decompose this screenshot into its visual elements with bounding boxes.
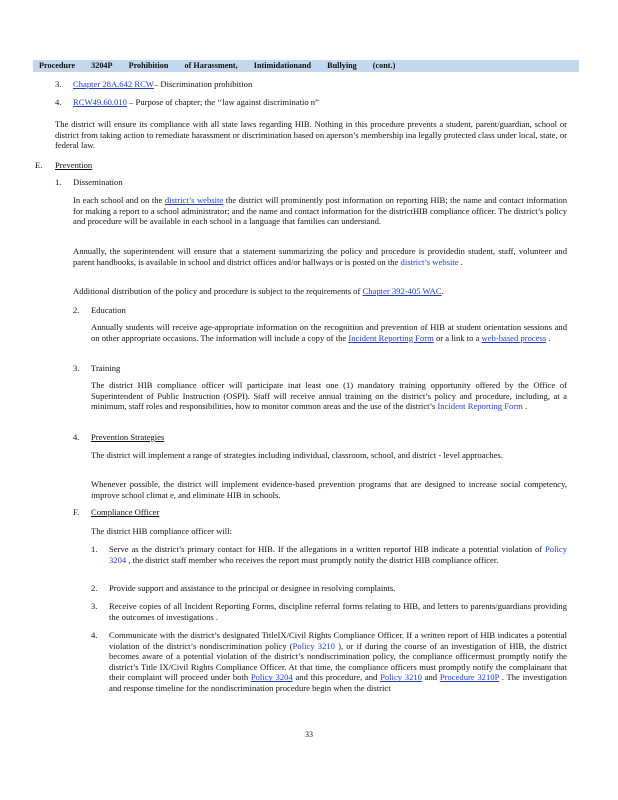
compliance-item-1-text: Serve as the district’s primary contact for HIB. If the allegations in a written reportof HIB indicate a potential violation of <box>109 544 546 554</box>
compliance-item-1-text-2: , the district staff member who receives the report must promptly notify the district HIB compliance officer. <box>126 554 499 565</box>
section-f-letter: F. <box>73 507 80 517</box>
policy-3204-link-1[interactable]: Policy 3204 <box>109 544 567 565</box>
dissemination-paragraph-1 <box>73 195 567 227</box>
compliance-item-4-text: Communicate with the district’s designated TitleIX/Civil Rights Compliance Officer. If a written report of HIB indicates a potential violation of the district’s nondiscrimination policy ( <box>109 630 567 651</box>
compliance-item-4-number: 4. <box>91 630 98 640</box>
header-word-harassment: of Harassment, <box>184 61 238 70</box>
ref-4-text: – Purpose of chapter; the ‘‘law against discriminatio n” <box>126 97 319 107</box>
header-number: 3204P <box>91 61 113 70</box>
compliance-item-4-text-4: and <box>421 672 440 683</box>
compliance-intro: The district HIB compliance officer will: <box>91 526 232 536</box>
section-e-letter: E. <box>35 160 43 170</box>
compliance-item-2: Provide support and assistance to the principal or designee in resolving complaints. <box>109 583 396 593</box>
training-paragraph <box>91 380 567 412</box>
compliance-item-2-number: 2. <box>91 583 98 593</box>
page-header-bar <box>33 60 579 72</box>
ref-4-link[interactable]: RCW49.60.010 <box>73 97 127 107</box>
dissemination-paragraph-2 <box>73 246 567 267</box>
dissemination-p1-text-2: the district will prominently post information on reporting HIB; the name and contact information for making a report to a school administrator; and the name and contact information for the districtHIB compliance officer. The district’s policy and procedure will be available in each school in a language that families can understand. <box>73 195 568 227</box>
strategies-paragraph-2: Whenever possible, the district will implement evidence-based prevention programs that are designed to increase social competency, improve school climat e, and eliminate HIB in schools. <box>91 479 567 500</box>
compliance-item-4-text-2: ), or if during the course of an investigation of HIB, the district becomes aware of a potential violation of the district’s nondiscrimination policy, the compliance officermust promptly notify the district’s Title IX/Civil Rights Compliance Officer. At that time, the compliance officers must promptly notify the complainant that their complaint will proceed under both <box>109 640 567 683</box>
strategies-title: Prevention Strategies <box>91 432 165 442</box>
policy-3210-link-2[interactable]: Policy 3210 <box>380 672 422 683</box>
education-paragraph <box>91 322 567 343</box>
education-text-3: . <box>546 332 551 343</box>
header-cont: (cont.) <box>372 61 396 70</box>
ref-4 <box>73 97 319 108</box>
training-title: Training <box>91 363 121 373</box>
ref-4-number: 4. <box>55 97 62 107</box>
dissemination-p1-text: In each school and on the <box>73 195 165 205</box>
header-procedure: Procedure <box>39 61 76 70</box>
district-website-link-2[interactable]: district’s website <box>400 256 459 267</box>
education-text-2: or a link to a <box>433 332 482 343</box>
procedure-3210p-link[interactable]: Procedure 3210P <box>439 672 500 683</box>
wac-chapter-link[interactable]: Chapter 392-405 WAC <box>362 286 442 296</box>
incident-reporting-form-link-1[interactable]: Incident Reporting Form <box>348 332 434 343</box>
district-website-link-1[interactable]: district’s website <box>164 195 224 205</box>
section-e-title: Prevention <box>55 160 93 170</box>
dissemination-p2-text: Annually, the superintendent will ensure that a statement summarizing the policy and procedure is providedin student, staff, volunteer and parent handbooks, is available in school and district offices and/or hallways or is posted on the <box>73 246 567 267</box>
intro-paragraph: The district will ensure its compliance with all state laws regarding HIB. Nothing in this procedure prevents a student, parent/guardian, school or district from taking action to remediate harassment or discrimination based on aperson’s membership ina legally protected class under local, state, or federal law. <box>55 119 567 151</box>
education-number: 2. <box>73 305 80 315</box>
dissemination-p2-text-2: . <box>458 256 463 267</box>
ref-3-link[interactable]: Chapter 28A.642 RCW <box>73 79 154 89</box>
header-word-prohibition: Prohibition <box>128 61 169 70</box>
page-number: 33 <box>305 730 313 739</box>
web-based-process-link[interactable]: web-based process <box>481 332 547 343</box>
education-title: Education <box>91 305 126 315</box>
compliance-item-1 <box>109 544 567 565</box>
incident-reporting-form-link-2[interactable]: Incident Reporting Form <box>437 401 523 412</box>
compliance-item-4-text-3: and this procedure, and <box>292 672 381 683</box>
dissemination-title: Dissemination <box>73 177 123 187</box>
ref-3 <box>73 79 252 90</box>
header-word-bullying: Bullying <box>327 61 357 70</box>
compliance-item-3: Receive copies of all Incident Reporting Forms, discipline referral forms relating to HIB, and letters to parents/guardians providing the outcomes of investigations . <box>109 601 567 622</box>
ref-3-text: – Discrimination prohibition <box>153 79 253 89</box>
training-text-2: . <box>522 401 528 412</box>
dissemination-p3-text-2: . <box>441 286 444 296</box>
compliance-item-1-number: 1. <box>91 544 98 554</box>
strategies-paragraph-1: The district will implement a range of strategies including individual, classroom, school, and district - level approaches. <box>91 450 503 460</box>
education-text: Annually students will receive age-appropriate information on the recognition and prevention of HIB at student orientation sessions and on other appropriate occasions. The information will include a copy of the <box>91 322 567 343</box>
training-text: The district HIB compliance officer will participate inat least one (1) mandatory training opportunity offered by the Office of Superintendent of Public Instruction (OSPI). Staff will receive annual training on the district’s policy and procedure, including, at a minimum, staff roles and responsibilities, how to monitor common areas and the use of the district’s <box>91 380 567 412</box>
compliance-item-3-number: 3. <box>91 601 98 611</box>
policy-3204-link-2[interactable]: Policy 3204 <box>250 672 293 683</box>
strategies-number: 4. <box>73 432 80 442</box>
dissemination-paragraph-3 <box>73 286 567 297</box>
dissemination-number: 1. <box>55 177 62 187</box>
compliance-item-4-text-5: . The investigation and response timeline for the nondiscrimination procedure begin when the district <box>109 672 567 693</box>
dissemination-p3-text: Additional distribution of the policy and procedure is subject to the requirements of <box>73 286 363 296</box>
ref-3-number: 3. <box>55 79 62 89</box>
compliance-item-4 <box>109 630 567 694</box>
section-f-title: Compliance Officer <box>91 507 160 517</box>
header-word-intimidation: Intimidationand <box>253 61 312 70</box>
policy-3210-link-1[interactable]: Policy 3210 <box>292 640 335 651</box>
training-number: 3. <box>73 363 80 373</box>
